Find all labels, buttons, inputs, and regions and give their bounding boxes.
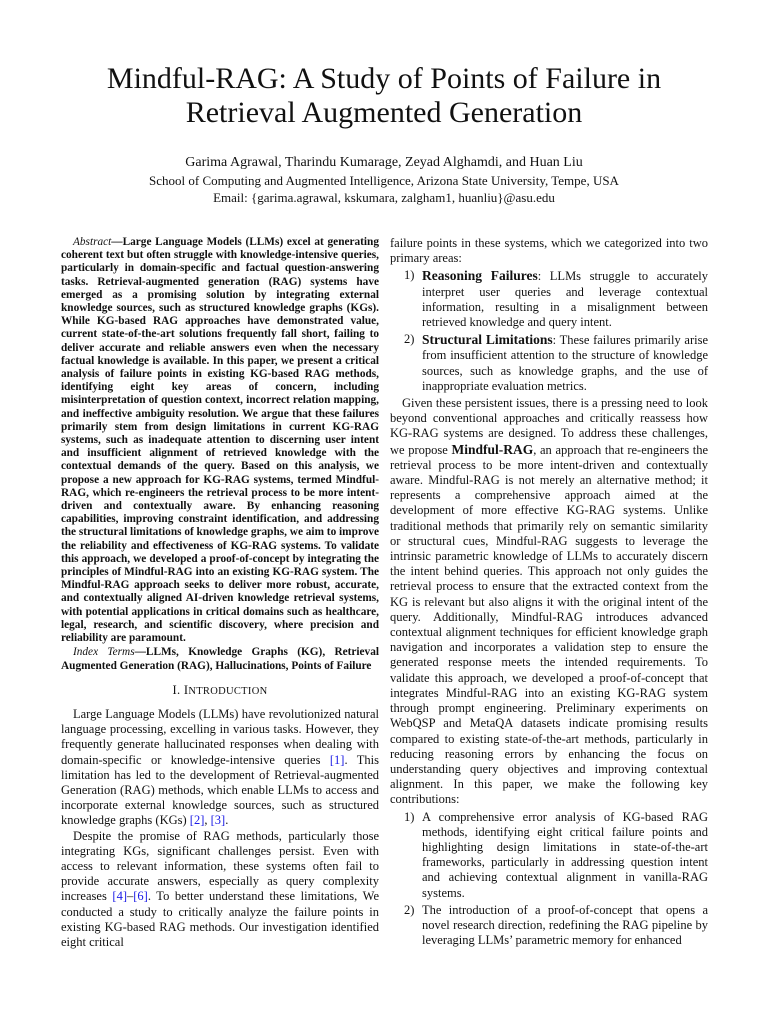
intro-text: – [126, 889, 134, 904]
section-numeral: I. [172, 682, 181, 697]
list-term: Reasoning Failures [422, 268, 538, 284]
index-terms-label: Index Terms [73, 646, 135, 659]
section-title-initial: I [183, 682, 189, 697]
paragraph-text: Given these persistent issues, there is a pressing need to look beyond conventional approaches and critically reassess how KG-RAG systems are designed. To address these challenges, we propose [390, 396, 708, 457]
list-number: 1) [404, 809, 415, 824]
section-title-rest: NTRODUCTION [188, 685, 268, 697]
list-item [390, 268, 708, 330]
citation-link[interactable]: [2] [189, 813, 205, 828]
list-text: : These failures primarily arise from insufficient attention to the structure of knowledge sources, such as knowledge graphs, and the use of inappropriate evaluation metrics. [422, 333, 709, 393]
section-heading-introduction [61, 683, 379, 699]
right-column [390, 236, 708, 950]
abstract-label: Abstract [73, 236, 112, 248]
paper-title [0, 62, 768, 130]
affiliation: School of Computing and Augmented Intelligence, Arizona State University, Tempe, USA [149, 173, 619, 188]
left-column [61, 236, 379, 950]
list-item [390, 810, 708, 901]
abstract [61, 236, 379, 645]
intro-paragraph-2 [61, 829, 379, 951]
author-emails: Email: {garima.agrawal, kskumara, zalgham1, huanliu}@asu.edu [213, 190, 555, 205]
citation-link[interactable]: [3] [210, 813, 226, 828]
intro-text: Despite the promise of RAG methods, particularly those integrating KGs, significant challenges persist. Even with access to relevant information, these systems often fail to provide accurate answers, especially as query complexity increases [61, 828, 379, 904]
citation-link[interactable]: [4] [112, 889, 127, 904]
intro-text: Large Language Models (LLMs) have revolutionized natural language processing, excelling in various tasks. However, they frequently generate hallucinated responses when dealing with domain-specific or knowledge-intensive queries [61, 706, 379, 767]
list-text: : LLMs struggle to accurately interpret user queries and leverage contextual information, resulting in a misalignment between retrieved knowledge and query intent. [422, 269, 708, 330]
list-number: 1) [404, 268, 415, 283]
intro-text: . [225, 813, 229, 828]
list-item [390, 903, 708, 949]
paragraph-text: , an approach that re-engineers the retrieval process to be more intent-driven and contextually aware. Mindful-RAG is not merely an alternative method; it represents a comprehensive approach aimed at the development of more effective KG-RAG systems. Unlike traditional methods that primarily rely on semantic similarity or structural cues, Mindful-RAG suggests to leverage the intrinsic parametric knowledge of LLMs to accurately discern the intent behind queries. This approach not only guides the retrieval process to ensure that the extracted context from the KG is relevant but also aligns it with the original intent of the query. Additionally, Mindful-RAG introduces advanced contextual alignment techniques for efficient knowledge graph navigation and incorporates a validation step to ensure the generated response meets the intended requirements. To validate this approach, we developed a proof-of-concept that integrates Mindful-RAG into an existing KG-RAG system through prompt engineering. Preliminary experiments on WebQSP and MetaQA datasets indicate promising results compared to existing state-of-the-art methods, particularly in reducing reasoning errors by enhancing the focus on understanding query objectives and improving contextual alignment. In this paper, we make the following key contributions: [390, 442, 709, 807]
mindful-rag-term: Mindful-RAG [451, 441, 534, 457]
intro-text: . To better understand these limitations, We conducted a study to critically analyze the failure points in existing KG-based RAG methods. Our investigation identified eight critical [61, 889, 379, 949]
list-term: Structural Limitations [422, 332, 553, 348]
list-text: The introduction of a proof-of-concept that opens a novel research direction, redefining the RAG pipeline by leveraging LLMs’ parametric memory for enhanced [422, 902, 708, 948]
right-paragraph-1: failure points in these systems, which we categorized into two primary areas: [390, 236, 708, 266]
intro-text: , [204, 813, 211, 828]
failure-areas-list [390, 268, 708, 394]
abstract-text: —Large Language Models (LLMs) excel at generating coherent text but often struggle with knowledge-intensive queries, particularly in domain-specific and factual question-answering tasks. Retrieval-augmented generation (RAG) systems have emerged as a promising solution by integrating external knowledge sources, such as structured knowledge graphs (KGs). While KG-based RAG approaches have demonstrated value, current state-of-the-art solutions frequently fall short, failing to deliver accurate and reliable answers even when the necessary factual knowledge is available. In this paper, we present a critical analysis of failure points in existing KG-based RAG methods, identifying eight key areas of concern, including misinterpretation of question context, incorrect relation mapping, and ineffective ambiguity resolution. We argue that these failures primarily stem from design limitations in current KG-RAG systems, such as inadequate attention to discerning user intent and insufficient alignment of retrieved knowledge with the contextual demands of the query. Based on this analysis, we propose a new approach for KG-RAG systems, termed Mindful-RAG, which re-engineers the retrieval process to be more intent-driven and contextually aware. By enhancing reasoning capabilities, improving constraint identification, and addressing the structural limitations of knowledge graphs, we aim to improve the reliability and effectiveness of KG-RAG systems. To validate this approach, we developed a proof-of-concept by integrating the principles of Mindful-RAG into an existing KG-RAG system. The Mindful-RAG approach seeks to deliver more robust, accurate, and contextually aligned AI-driven knowledge retrieval systems, with potential applications in critical domains such as healthcare, legal, research, and scientific discovery, where precision and reliability are paramount. [61, 236, 379, 645]
author-list: Garima Agrawal, Tharindu Kumarage, Zeyad Alghamdi, and Huan Liu [185, 155, 583, 170]
index-terms [61, 646, 379, 672]
citation-link[interactable]: [6] [133, 889, 148, 904]
intro-paragraph-1 [61, 707, 379, 829]
list-number: 2) [404, 332, 415, 347]
title-line-2: Retrieval Augmented Generation [185, 96, 583, 129]
title-line-1: Mindful-RAG: A Study of Points of Failure in [106, 62, 662, 95]
list-text: A comprehensive error analysis of KG-based RAG methods, identifying eight critical failure points and highlighting design limitations in state-of-the-art frameworks, particularly in addressing question intent and achieving contextual alignment in vanilla-RAG systems. [422, 809, 708, 900]
citation-link[interactable]: [1] [329, 752, 345, 767]
right-paragraph-2 [390, 396, 708, 807]
list-item [390, 332, 708, 394]
intro-text: . This limitation has led to the development of Retrieval-augmented Generation (RAG) methods, which enable LLMs to access and incorporate external knowledge sources, such as structured knowledge graphs (KGs) [61, 752, 380, 828]
contributions-list [390, 810, 708, 949]
list-number: 2) [404, 902, 415, 917]
index-terms-text: —LLMs, Knowledge Graphs (KG), Retrieval Augmented Generation (RAG), Hallucinations, Points of Failure [61, 646, 379, 672]
